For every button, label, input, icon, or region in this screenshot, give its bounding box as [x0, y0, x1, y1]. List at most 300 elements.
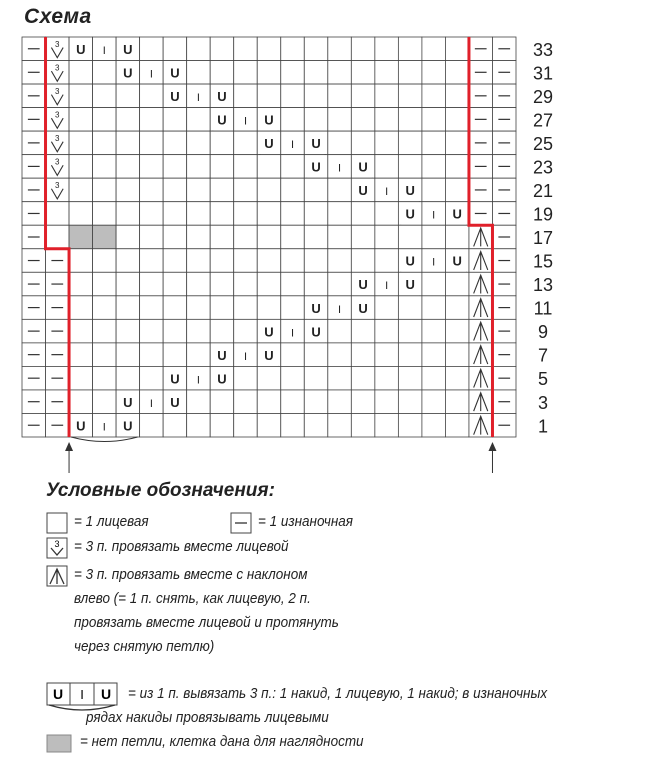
- grid-cell: [445, 61, 469, 85]
- grid-cell: [116, 343, 140, 367]
- row-number: 13: [532, 275, 554, 296]
- grid-cell: [422, 61, 446, 85]
- grid-cell: [375, 202, 399, 226]
- grid-cell: [234, 61, 258, 85]
- grid-cell: [398, 225, 422, 249]
- grid-cell: [257, 37, 281, 61]
- grid-cell: [281, 84, 305, 108]
- grid-cell: [140, 249, 164, 273]
- grid-cell: [116, 84, 140, 108]
- legend-sk2p-4: через снятую петлю): [74, 639, 215, 655]
- grid-cell: [46, 225, 70, 249]
- grid-cell: [328, 178, 352, 202]
- row-number: 27: [532, 110, 554, 131]
- grid-cell: [422, 366, 446, 390]
- grid-cell: [234, 155, 258, 179]
- row-number: 3: [537, 392, 549, 413]
- grid-cell: [257, 366, 281, 390]
- grid-cell: [281, 343, 305, 367]
- grid-cell: [210, 390, 234, 414]
- grid-cell: [140, 84, 164, 108]
- k3tog-number: 3: [55, 63, 60, 73]
- grid-cell: [422, 413, 446, 437]
- grid-cell: [234, 413, 258, 437]
- grid-cell: [351, 390, 375, 414]
- grid-cell: [93, 272, 117, 296]
- grid-cell: [398, 84, 422, 108]
- grid-cell: [328, 202, 352, 226]
- no-stitch-cell: [93, 225, 117, 249]
- knit-bar-mark: I: [432, 256, 436, 269]
- knit-symbol-icon: [46, 512, 68, 534]
- grid-cell: [257, 202, 281, 226]
- yo-mark: U: [170, 371, 180, 387]
- grid-cell: [187, 225, 211, 249]
- grid-cell: [281, 108, 305, 132]
- yo-mark: U: [358, 277, 368, 293]
- yo-mark: U: [405, 277, 415, 293]
- knit-bar-mark: I: [102, 421, 106, 434]
- grid-cell: [163, 249, 187, 273]
- grid-cell: [140, 319, 164, 343]
- left-arrow-head-icon: [65, 442, 73, 451]
- grid-cell: [187, 296, 211, 320]
- grid-cell: [140, 366, 164, 390]
- row-number: 25: [532, 133, 554, 154]
- yo-mark: U: [217, 347, 227, 363]
- grid-cell: [445, 84, 469, 108]
- grid-cell: [445, 37, 469, 61]
- grid-cell: [163, 343, 187, 367]
- grid-cell: [163, 272, 187, 296]
- grid-cell: [445, 155, 469, 179]
- knit-bar-mark: I: [102, 44, 106, 57]
- grid-cell: [234, 178, 258, 202]
- grid-cell: [187, 343, 211, 367]
- grid-cell: [69, 61, 93, 85]
- row-number: 1: [537, 416, 549, 437]
- grid-cell: [304, 108, 328, 132]
- grid-cell: [351, 366, 375, 390]
- grid-cell: [69, 319, 93, 343]
- yo-mark: U: [452, 206, 462, 222]
- grid-cell: [422, 108, 446, 132]
- grid-cell: [281, 225, 305, 249]
- legend-no-stitch: = нет петли, клетка дана для наглядности: [80, 734, 364, 750]
- grid-cell: [398, 390, 422, 414]
- grid-cell: [140, 155, 164, 179]
- yo-mark: U: [217, 89, 227, 104]
- grid-cell: [445, 178, 469, 202]
- knit-bar-mark: I: [149, 68, 153, 81]
- grid-cell: [375, 225, 399, 249]
- grid-cell: [116, 272, 140, 296]
- grid-cell: [375, 343, 399, 367]
- grid-cell: [328, 249, 352, 273]
- grid-cell: [281, 390, 305, 414]
- k3tog-number: 3: [55, 134, 60, 143]
- grid-cell: [445, 272, 469, 296]
- grid-cell: [140, 108, 164, 132]
- grid-cell: [304, 202, 328, 226]
- grid-cell: [93, 131, 117, 155]
- grid-cell: [398, 108, 422, 132]
- grid-cell: [351, 131, 375, 155]
- grid-cell: [375, 413, 399, 437]
- yo-mark: U: [76, 41, 86, 57]
- grid-cell: [257, 84, 281, 108]
- no-stitch-cell: [69, 225, 93, 249]
- knit-bar-mark: I: [385, 186, 389, 199]
- grid-cell: [116, 225, 140, 249]
- grid-cell: [93, 108, 117, 132]
- legend-purl: = 1 изнаночная: [258, 514, 353, 530]
- yo-mark: U: [123, 41, 133, 57]
- grid-cell: [187, 390, 211, 414]
- grid-cell: [93, 343, 117, 367]
- grid-cell: [93, 155, 117, 179]
- grid-cell: [304, 178, 328, 202]
- knit-bar-mark: I: [243, 115, 248, 128]
- k3tog-number: 3: [55, 110, 60, 120]
- legend-sk2p-1: = 3 п. провязать вместе с наклоном: [74, 567, 308, 583]
- grid-cell: [234, 249, 258, 273]
- grid-cell: [281, 155, 305, 179]
- grid-cell: [375, 390, 399, 414]
- grid-cell: [69, 366, 93, 390]
- grid-cell: [93, 249, 117, 273]
- k3tog-symbol-icon: [46, 537, 68, 559]
- grid-cell: [93, 61, 117, 85]
- grid-cell: [187, 155, 211, 179]
- yo-mark: U: [264, 112, 274, 128]
- grid-cell: [116, 366, 140, 390]
- grid-cell: [422, 390, 446, 414]
- grid-cell: [93, 366, 117, 390]
- grid-cell: [398, 366, 422, 390]
- grid-cell: [422, 155, 446, 179]
- grid-cell: [445, 390, 469, 414]
- grid-cell: [46, 202, 70, 226]
- row-number: 21: [532, 181, 554, 201]
- grid-cell: [281, 366, 305, 390]
- grid-cell: [140, 178, 164, 202]
- grid-cell: [69, 108, 93, 132]
- grid-cell: [304, 249, 328, 273]
- grid-cell: [69, 343, 93, 367]
- grid-cell: [257, 413, 281, 437]
- yo-mark: U: [170, 394, 180, 410]
- right-arrow-head-icon: [488, 442, 496, 451]
- grid-cell: [257, 390, 281, 414]
- grid-cell: [116, 296, 140, 320]
- grid-cell: [422, 296, 446, 320]
- row-number: 31: [532, 63, 554, 84]
- grid-cell: [257, 61, 281, 85]
- legend-increase-2: рядах накиды провязывать лицевыми: [86, 710, 329, 726]
- grid-cell: [351, 249, 375, 273]
- grid-cell: [69, 202, 93, 226]
- grid-cell: [210, 272, 234, 296]
- grid-cell: [234, 225, 258, 249]
- yo-mark: U: [358, 159, 368, 175]
- grid-cell: [163, 131, 187, 155]
- grid-cell: [398, 155, 422, 179]
- grid-cell: [328, 390, 352, 414]
- grid-cell: [210, 413, 234, 437]
- grid-cell: [445, 319, 469, 343]
- grid-cell: [422, 84, 446, 108]
- grid-cell: [281, 413, 305, 437]
- grid-cell: [328, 61, 352, 85]
- grid-cell: [93, 202, 117, 226]
- grid-cell: [351, 61, 375, 85]
- grid-cell: [351, 202, 375, 226]
- yo-mark: U: [123, 394, 133, 410]
- grid-cell: [234, 37, 258, 61]
- grid-cell: [116, 249, 140, 273]
- grid-cell: [281, 272, 305, 296]
- purl-symbol-icon: [230, 512, 252, 534]
- grid-cell: [445, 413, 469, 437]
- grid-cell: [375, 249, 399, 273]
- grid-cell: [187, 131, 211, 155]
- grid-cell: [234, 296, 258, 320]
- increase-arc: [71, 437, 138, 442]
- knit-bar-mark: I: [196, 92, 200, 104]
- grid-cell: [398, 61, 422, 85]
- grid-cell: [210, 37, 234, 61]
- grid-cell: [328, 343, 352, 367]
- grid-cell: [187, 272, 211, 296]
- grid-cell: [422, 319, 446, 343]
- grid-cell: [210, 61, 234, 85]
- chart-title: Схема: [24, 5, 92, 28]
- grid-cell: [328, 225, 352, 249]
- grid-cell: [69, 84, 93, 108]
- grid-cell: [187, 61, 211, 85]
- grid-cell: [328, 84, 352, 108]
- grid-cell: [398, 413, 422, 437]
- grid-cell: [69, 390, 93, 414]
- grid-cell: [351, 413, 375, 437]
- yo-mark: U: [264, 324, 274, 340]
- grid-cell: [140, 343, 164, 367]
- yo-mark: U: [311, 324, 321, 340]
- grid-cell: [281, 61, 305, 85]
- yo-mark: U: [358, 183, 368, 199]
- grid-cell: [234, 202, 258, 226]
- legend-yo-right: U: [100, 686, 112, 702]
- grid-cell: [328, 272, 352, 296]
- yo-mark: U: [311, 136, 321, 152]
- grid-cell: [304, 366, 328, 390]
- grid-cell: [210, 178, 234, 202]
- knit-bar-mark: I: [385, 280, 389, 293]
- row-number: 23: [532, 157, 554, 178]
- grid-cell: [304, 272, 328, 296]
- knit-bar-mark: I: [149, 397, 153, 410]
- grid-cell: [398, 319, 422, 343]
- grid-cell: [163, 296, 187, 320]
- grid-cell: [163, 413, 187, 437]
- grid-cell: [422, 272, 446, 296]
- grid-cell: [116, 202, 140, 226]
- grid-cell: [93, 178, 117, 202]
- grid-cell: [187, 413, 211, 437]
- row-number: 19: [532, 204, 554, 225]
- yo-mark: U: [170, 89, 180, 104]
- grid-cell: [351, 343, 375, 367]
- yo-mark: U: [452, 253, 462, 269]
- grid-cell: [234, 84, 258, 108]
- grid-cell: [210, 155, 234, 179]
- grid-cell: [351, 319, 375, 343]
- grid-cell: [445, 108, 469, 132]
- grid-cell: [187, 319, 211, 343]
- grid-cell: [163, 37, 187, 61]
- grid-cell: [304, 61, 328, 85]
- grid-cell: [304, 84, 328, 108]
- grid-cell: [351, 108, 375, 132]
- grid-cell: [163, 319, 187, 343]
- yo-mark: U: [358, 300, 368, 316]
- knit-bar-mark: I: [432, 209, 436, 222]
- grid-cell: [140, 296, 164, 320]
- knit-bar-mark: I: [290, 139, 295, 152]
- grid-cell: [375, 84, 399, 108]
- grid-cell: [187, 249, 211, 273]
- grid-cell: [257, 272, 281, 296]
- legend-increase-1: = из 1 п. вывязать 3 п.: 1 накид, 1 лицевую, 1 накид; в изнаночных: [128, 686, 548, 702]
- grid-cell: [187, 37, 211, 61]
- yo-mark: U: [311, 159, 321, 175]
- yo-mark: U: [76, 418, 86, 434]
- grid-cell: [328, 37, 352, 61]
- grid-cell: [375, 155, 399, 179]
- grid-cell: [234, 272, 258, 296]
- grid-cell: [281, 202, 305, 226]
- knit-bar-mark: I: [338, 162, 342, 175]
- legend-sk2p-2: влево (= 1 п. снять, как лицевую, 2 п.: [74, 591, 311, 607]
- grid-cell: [398, 296, 422, 320]
- grid-cell: [187, 202, 211, 226]
- grid-cell: [257, 178, 281, 202]
- row-number: 5: [537, 369, 549, 390]
- grid-cell: [304, 37, 328, 61]
- grid-cell: [234, 319, 258, 343]
- grid-cell: [445, 343, 469, 367]
- row-number: 15: [532, 251, 554, 272]
- grid-cell: [234, 366, 258, 390]
- legend-yo-left: U: [52, 686, 64, 702]
- grid-cell: [328, 319, 352, 343]
- grid-cell: [210, 225, 234, 249]
- grid-cell: [445, 225, 469, 249]
- grid-cell: [163, 225, 187, 249]
- grid-cell: [93, 84, 117, 108]
- grid-cell: [140, 272, 164, 296]
- grid-cell: [140, 37, 164, 61]
- grid-cell: [328, 108, 352, 132]
- grid-cell: [422, 131, 446, 155]
- grid-cell: [69, 178, 93, 202]
- knit-bar-mark: I: [196, 374, 200, 387]
- yo-mark: U: [170, 65, 180, 81]
- no-stitch-symbol-icon: [46, 734, 72, 754]
- grid-cell: [116, 319, 140, 343]
- grid-cell: [445, 296, 469, 320]
- grid-cell: [210, 131, 234, 155]
- grid-cell: [281, 249, 305, 273]
- row-number: 9: [537, 322, 549, 343]
- grid-cell: [93, 390, 117, 414]
- row-number: 11: [533, 298, 553, 319]
- yo-mark: U: [405, 253, 415, 269]
- grid-cell: [187, 108, 211, 132]
- grid-cell: [210, 202, 234, 226]
- grid-cell: [69, 249, 93, 273]
- legend-k3tog: = 3 п. провязать вместе лицевой: [74, 539, 289, 555]
- yo-mark: U: [217, 112, 227, 128]
- grid-cell: [163, 202, 187, 226]
- grid-cell: [422, 343, 446, 367]
- yo-mark: U: [405, 206, 415, 222]
- legend-heading: Условные обозначения:: [46, 480, 275, 501]
- yo-mark: U: [123, 418, 133, 434]
- row-number: 33: [532, 39, 554, 60]
- grid-cell: [375, 296, 399, 320]
- grid-cell: [375, 108, 399, 132]
- grid-cell: [187, 178, 211, 202]
- row-number: 7: [537, 345, 549, 366]
- legend-knit: = 1 лицевая: [74, 514, 149, 530]
- grid-cell: [234, 390, 258, 414]
- grid-cell: [375, 366, 399, 390]
- yo-mark: U: [217, 371, 227, 387]
- k3tog-number: 3: [55, 157, 60, 167]
- grid-cell: [351, 225, 375, 249]
- grid-cell: [398, 131, 422, 155]
- grid-cell: [210, 296, 234, 320]
- grid-cell: [93, 319, 117, 343]
- grid-cell: [304, 225, 328, 249]
- grid-cell: [375, 131, 399, 155]
- grid-cell: [116, 155, 140, 179]
- grid-cell: [398, 37, 422, 61]
- grid-cell: [163, 108, 187, 132]
- grid-cell: [163, 155, 187, 179]
- grid-cell: [445, 366, 469, 390]
- grid-cell: [116, 131, 140, 155]
- grid-cell: [304, 343, 328, 367]
- grid-cell: [210, 249, 234, 273]
- grid-cell: [281, 296, 305, 320]
- grid-cell: [69, 131, 93, 155]
- grid-cell: [375, 37, 399, 61]
- grid-cell: [116, 108, 140, 132]
- grid-cell: [351, 37, 375, 61]
- sk2p-symbol-icon: [46, 565, 68, 587]
- yo-mark: U: [264, 136, 274, 152]
- grid-cell: [398, 343, 422, 367]
- k3tog-number: 3: [55, 39, 60, 49]
- grid-cell: [257, 296, 281, 320]
- yo-mark: U: [264, 347, 274, 363]
- grid-cell: [69, 272, 93, 296]
- knit-bar-mark: I: [243, 350, 248, 363]
- grid-cell: [234, 131, 258, 155]
